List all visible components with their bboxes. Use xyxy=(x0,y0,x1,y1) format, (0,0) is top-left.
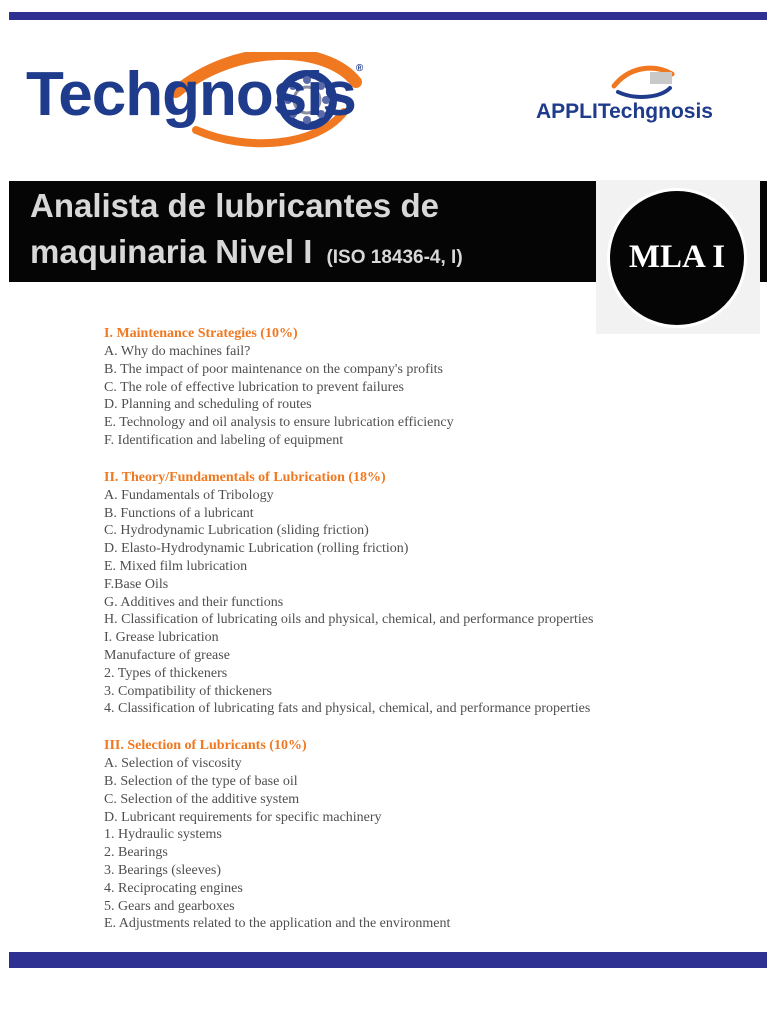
syllabus-item: Manufacture of grease xyxy=(104,647,230,663)
syllabus-item: C. Selection of the additive system xyxy=(104,791,300,807)
syllabus-item: I. Grease lubrication xyxy=(104,630,219,646)
top-rule xyxy=(9,12,767,20)
iso-reference: (ISO 18436-4, I) xyxy=(326,247,463,268)
syllabus-item: 2. Types of thickeners xyxy=(104,665,228,681)
appli-wordmark: APPLITechgnosis xyxy=(536,100,713,123)
syllabus-item: 5. Gears and gearboxes xyxy=(104,898,235,914)
syllabus-item: C. Hydrodynamic Lubrication (sliding friction) xyxy=(104,523,369,539)
bottom-rule xyxy=(9,952,767,968)
syllabus-item: 3. Compatibility of thickeners xyxy=(104,683,272,699)
techgnosis-logo xyxy=(26,52,436,152)
section-title: II. Theory/Fundamentals of Lubrication (18%) xyxy=(104,469,386,485)
syllabus-item: H. Classification of lubricating oils and physical, chemical, and performance properties xyxy=(104,612,594,628)
appli-swoosh-icon xyxy=(610,64,690,102)
applitechgnosis-logo xyxy=(534,64,754,128)
section-title: III. Selection of Lubricants (10%) xyxy=(104,738,307,754)
logo-wordmark: Techgnosis® xyxy=(26,60,363,129)
syllabus-item: E. Adjustments related to the application and the environment xyxy=(104,916,451,932)
title-line-1: Analista de lubricantes de xyxy=(30,187,439,224)
syllabus-item: 4. Reciprocating engines xyxy=(104,880,243,896)
syllabus-section xyxy=(104,325,744,450)
syllabus-item: B. The impact of poor maintenance on the company's profits xyxy=(104,361,443,377)
syllabus-section xyxy=(104,737,744,933)
syllabus-item: D. Elasto-Hydrodynamic Lubrication (rolling friction) xyxy=(104,541,409,557)
syllabus-item: C. The role of effective lubrication to prevent failures xyxy=(104,379,404,395)
badge-label: MLA I xyxy=(628,239,726,275)
section-title: I. Maintenance Strategies (10%) xyxy=(104,326,298,341)
syllabus-item: D. Planning and scheduling of routes xyxy=(104,397,312,413)
page-title xyxy=(30,183,610,281)
syllabus-item: E. Mixed film lubrication xyxy=(104,558,248,574)
syllabus-item: A. Selection of viscosity xyxy=(104,756,242,772)
syllabus-item: F.Base Oils xyxy=(104,576,169,592)
syllabus-item: F. Identification and labeling of equipment xyxy=(104,432,344,448)
syllabus-item: B. Selection of the type of base oil xyxy=(104,773,298,789)
syllabus-item: B. Functions of a lubricant xyxy=(104,505,254,521)
syllabus-item: A. Fundamentals of Tribology xyxy=(104,487,274,503)
syllabus-content xyxy=(104,325,744,952)
syllabus-item: G. Additives and their functions xyxy=(104,594,284,610)
syllabus-item: D. Lubricant requirements for specific machinery xyxy=(104,809,382,825)
syllabus-item: 2. Bearings xyxy=(104,845,168,861)
syllabus-item: 4. Classification of lubricating fats and physical, chemical, and performance properties xyxy=(104,701,591,717)
level-badge xyxy=(607,188,747,328)
syllabus-item: 1. Hydraulic systems xyxy=(104,827,222,843)
syllabus-item: A. Why do machines fail? xyxy=(104,344,251,359)
syllabus-section xyxy=(104,469,744,718)
syllabus-item: E. Technology and oil analysis to ensure lubrication efficiency xyxy=(104,415,454,431)
syllabus-item: 3. Bearings (sleeves) xyxy=(104,862,222,878)
title-line-2: maquinaria Nivel I xyxy=(30,233,313,270)
